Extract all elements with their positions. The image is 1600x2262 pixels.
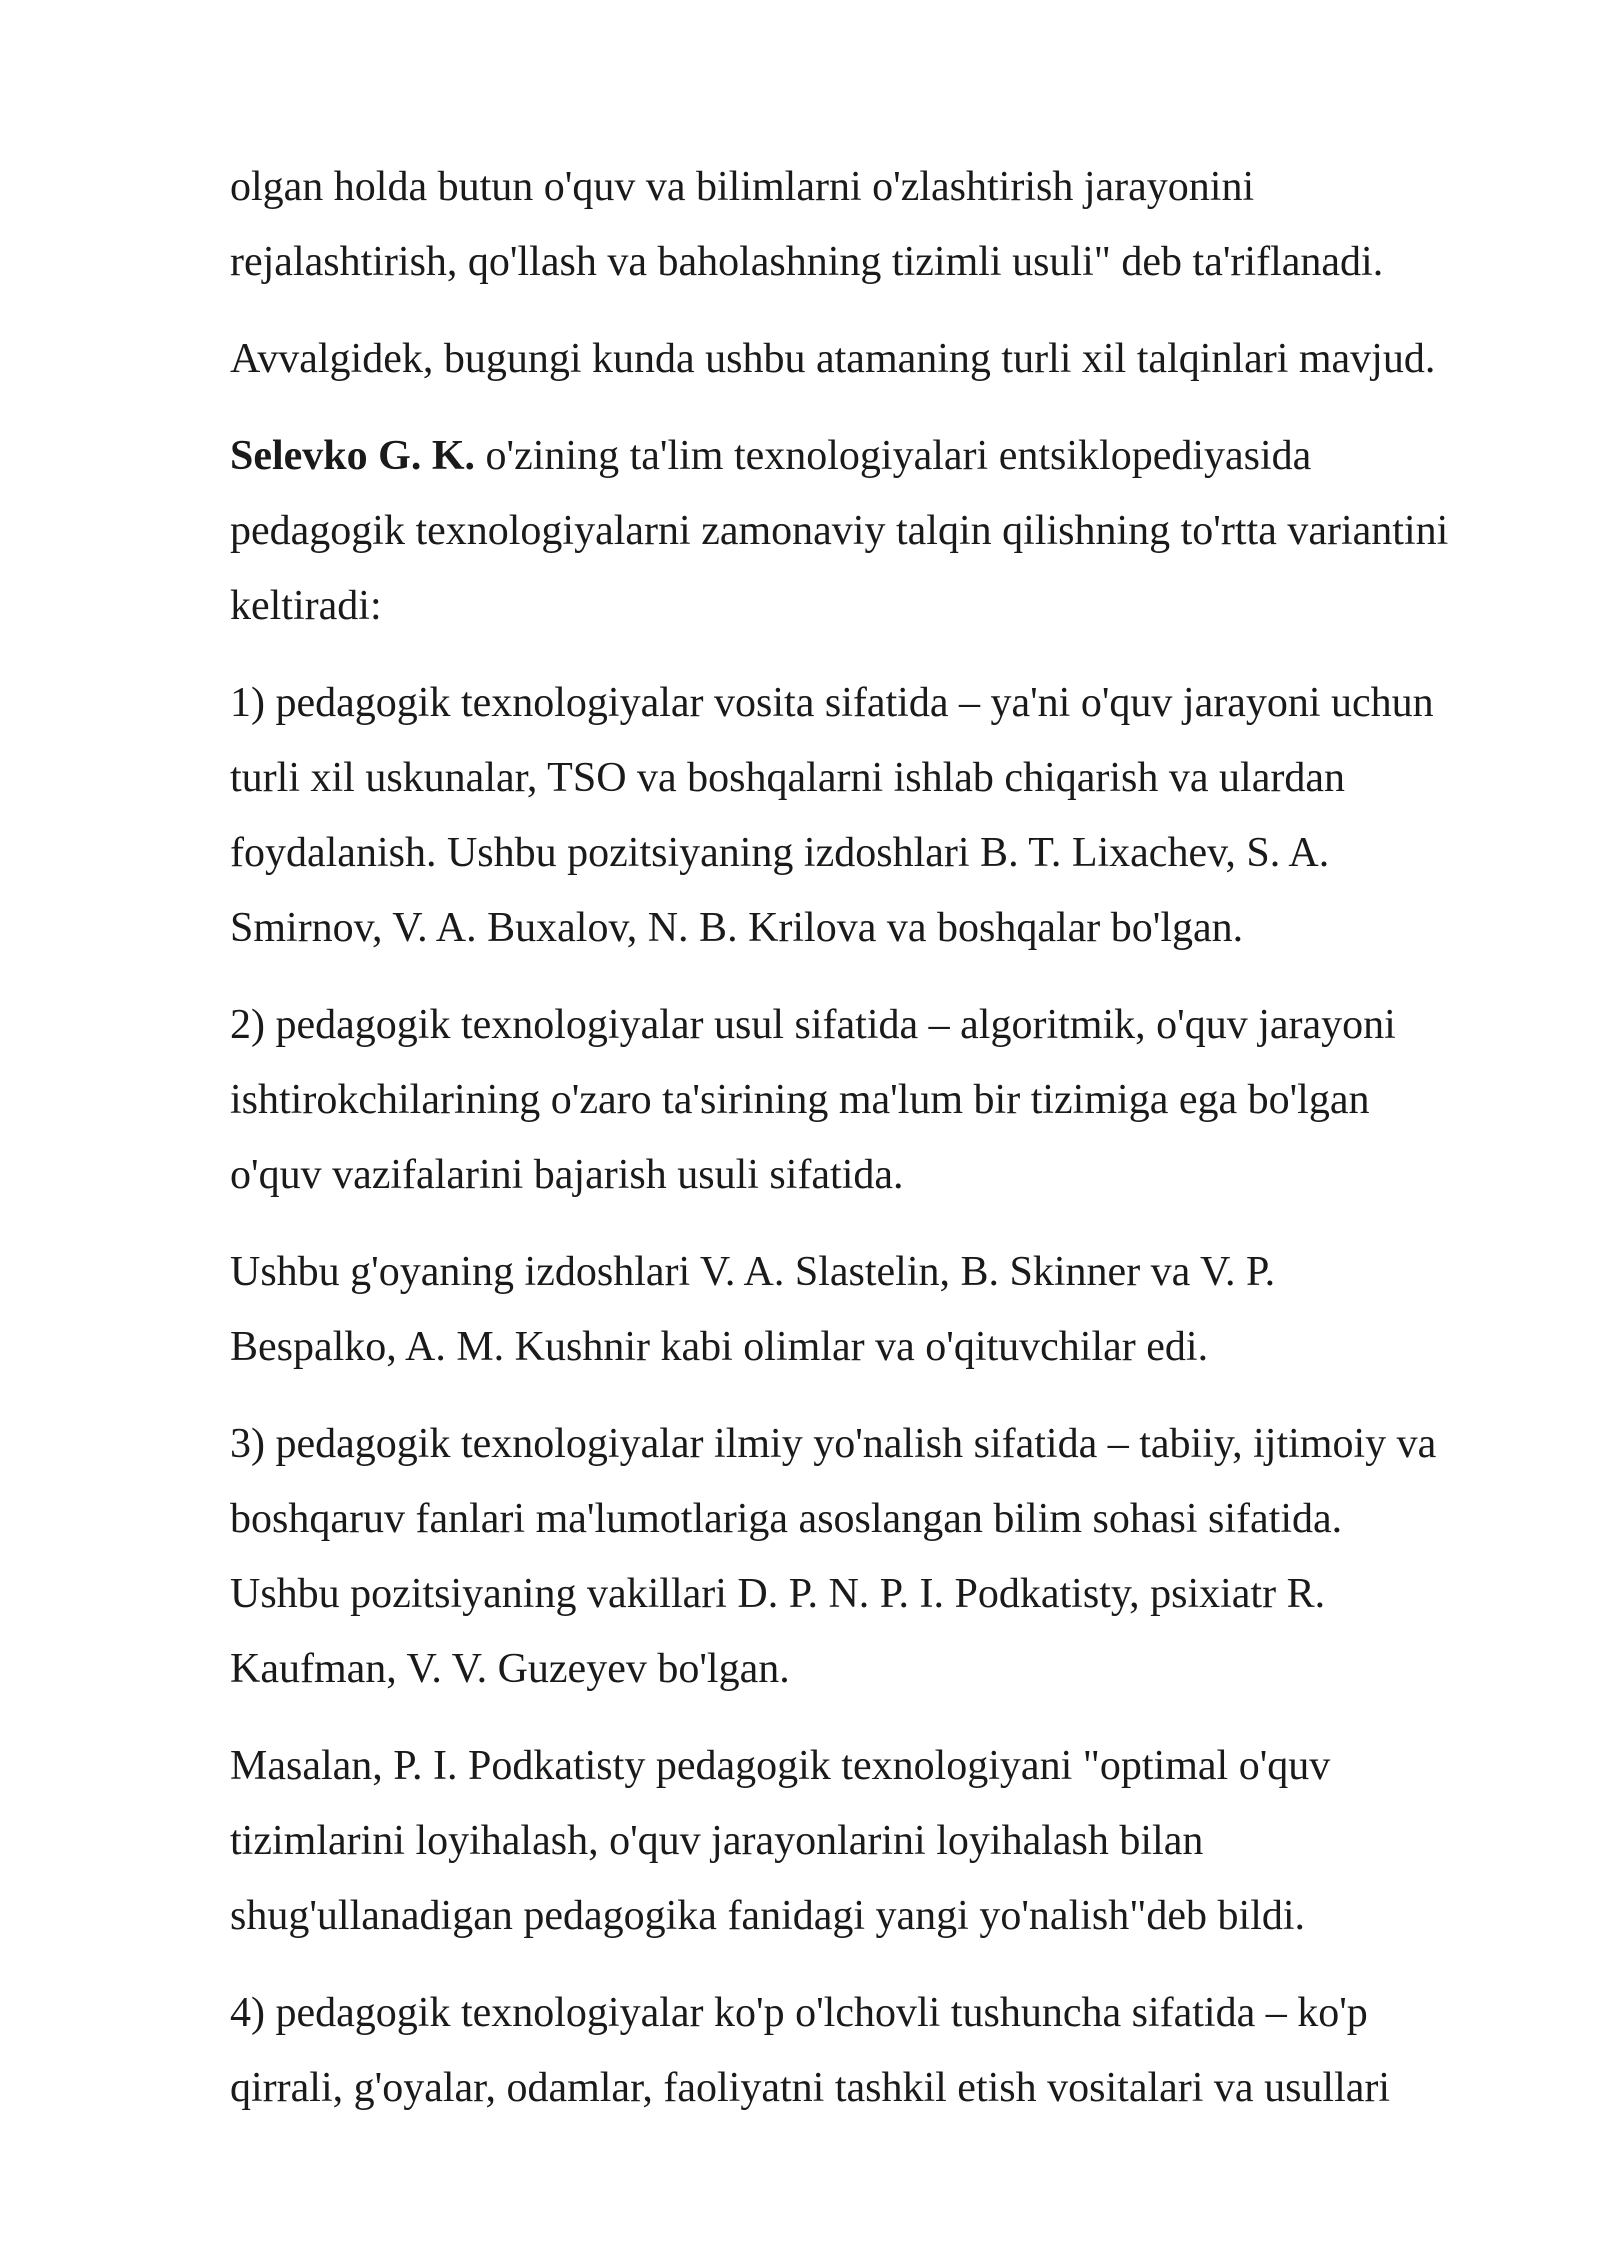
text-line: rejalashtirish, qo'llash va baholashning tizimli usuli" deb ta'riflanadi. — [230, 239, 1384, 285]
text-line: qirrali, g'oyalar, odamlar, faoliyatni tashkil etish vositalari va usullari — [230, 2065, 1391, 2111]
text-line: Ushbu g'oyaning izdoshlari V. A. Slastelin, B. Skinner va V. P. — [230, 1249, 1276, 1295]
text-line: keltiradi: — [230, 583, 382, 629]
text-line: 1) pedagogik texnologiyalar vosita sifatida – ya'ni o'quv jarayoni uchun — [230, 680, 1434, 726]
text-line: Avvalgidek, bugungi kunda ushbu atamaning turli xil talqinlari mavjud. — [230, 336, 1436, 382]
text-line: 3) pedagogik texnologiyalar ilmiy yo'nalish sifatida – tabiiy, ijtimoiy va — [230, 1421, 1437, 1467]
text-line: 2) pedagogik texnologiyalar usul sifatida – algoritmik, o'quv jarayoni — [230, 1002, 1396, 1048]
text-line: foydalanish. Ushbu pozitsiyaning izdoshlari B. T. Lixachev, S. A. — [230, 830, 1330, 876]
paragraph-3 — [230, 419, 1520, 644]
text-line: tizimlarini loyihalash, o'quv jarayonlarini loyihalash bilan — [230, 1818, 1204, 1864]
paragraph-5 — [230, 988, 1520, 1213]
text-line: pedagogik texnologiyalarni zamonaviy talqin qilishning to'rtta variantini — [230, 508, 1449, 554]
document-body — [230, 150, 1520, 2148]
text-line — [230, 419, 1520, 494]
text-line: Smirnov, V. A. Buxalov, N. B. Krilova va boshqalar bo'lgan. — [230, 905, 1244, 951]
text-line: shug'ullanadigan pedagogika fanidagi yangi yo'nalish"deb bildi. — [230, 1893, 1306, 1939]
text-fragment: o'zining ta'lim texnologiyalari entsiklopediyasida — [475, 433, 1312, 479]
paragraph-4 — [230, 666, 1520, 966]
author-name: Selevko G. K. — [230, 433, 476, 479]
paragraph-9 — [230, 1976, 1520, 2126]
text-line: olgan holda butun o'quv va bilimlarni o'zlashtirish jarayonini — [230, 164, 1255, 210]
paragraph-2 — [230, 322, 1520, 397]
text-line: Kaufman, V. V. Guzeyev bo'lgan. — [230, 1646, 790, 1692]
text-line: Masalan, P. I. Podkatisty pedagogik texnologiyani "optimal o'quv — [230, 1743, 1331, 1789]
text-line: Ushbu pozitsiyaning vakillari D. P. N. P. I. Podkatisty, psixiatr R. — [230, 1571, 1326, 1617]
paragraph-8 — [230, 1729, 1520, 1954]
text-line: o'quv vazifalarini bajarish usuli sifatida. — [230, 1152, 904, 1198]
paragraph-6 — [230, 1235, 1520, 1385]
text-line: ishtirokchilarining o'zaro ta'sirining ma'lum bir tizimiga ega bo'lgan — [230, 1077, 1370, 1123]
paragraph-7 — [230, 1407, 1520, 1707]
paragraph-1 — [230, 150, 1520, 300]
text-line: Bespalko, A. M. Kushnir kabi olimlar va o'qituvchilar edi. — [230, 1324, 1209, 1370]
text-line: boshqaruv fanlari ma'lumotlariga asoslangan bilim sohasi sifatida. — [230, 1496, 1343, 1542]
text-line: turli xil uskunalar, TSO va boshqalarni ishlab chiqarish va ulardan — [230, 755, 1345, 801]
text-line: 4) pedagogik texnologiyalar ko'p o'lchovli tushuncha sifatida – ko'p — [230, 1990, 1368, 2036]
